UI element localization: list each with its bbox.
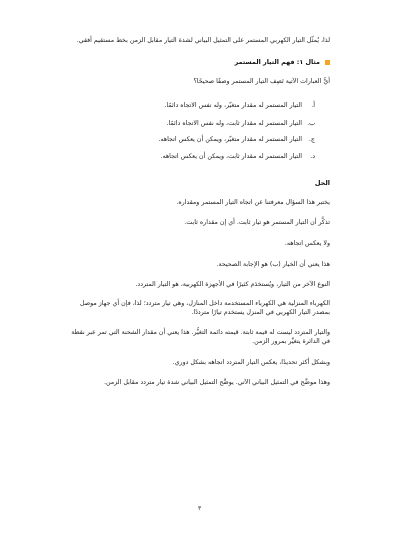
option-c — [158, 135, 315, 144]
example-title-row — [235, 57, 330, 67]
page-number: ٣ — [198, 505, 202, 512]
solution-paragraph: وبشكل أكثر تحديدًا، يعكس التيار المتردد اتجاهه بشكل دوري. — [172, 359, 330, 366]
solution-paragraph: الكهرباء المنزلية هي الكهرباء المستخدمة داخل المنازل، وهي تيار متردد؛ لذا، فإن أي جهاز موصل بمصدر التيار الكهربي في المنزل يستخدم تيارًا مترددًا. — [79, 300, 330, 316]
option-text: التيار المستمر له مقدار ثابت، وله نفس الاتجاه دائمًا. — [166, 120, 302, 127]
solution-paragraph: هذا يعني أن الخيار (ب) هو الإجابة الصحيحة. — [216, 261, 330, 268]
solution-paragraph: تذكَّر أن التيار المستمر هو تيار ثابت. أي إن مقداره ثابت. — [184, 219, 330, 226]
question-text: أيُّ العبارات الآتية تَصِف التيار المستمر وصفًا صحيحًا؟ — [193, 78, 330, 85]
solution-paragraph: وهذا موضَّح في التمثيل البياني الآتي. يوضِّح التمثيل البياني شدة تيار متردد مقابل الزمن. — [104, 379, 330, 386]
option-text: التيار المستمر له مقدار متغيّر، ويمكن أن يعكس اتجاهه. — [158, 136, 302, 143]
option-text: التيار المستمر له مقدار متغيّر، وله نفس الاتجاه دائمًا. — [164, 102, 302, 109]
solution-paragraph: والتيار المتردد ليست له قيمة ثابتة. قيمته دائمة التغيُّر. هذا يعني أن مقدار الشحنة التي تمر عبر نقطة في الدائرة يتغيَّر بمرور الزمن. — [71, 329, 330, 345]
solution-paragraph: ولا يعكس اتجاهه. — [284, 240, 330, 247]
option-letter: ب. — [307, 120, 315, 127]
bullet-square-icon — [325, 60, 330, 65]
intro-paragraph: لذا، يُمثّل التيار الكهربي المستمر على التمثيل البياني لشدة التيار مقابل الزمن بخط مستقيم أفقي. — [76, 37, 330, 44]
example-title: مثال ١: فهم التيار المستمر — [234, 58, 320, 66]
option-text: التيار المستمر له مقدار ثابت، ويمكن أن يعكس اتجاهه. — [160, 153, 302, 160]
option-b — [166, 119, 315, 128]
option-letter: أ. — [311, 102, 315, 109]
option-d — [160, 152, 315, 161]
option-letter: د. — [310, 153, 315, 160]
solution-heading: الحل — [314, 179, 330, 187]
solution-paragraph: يختبر هذا السؤال معرفتنا عن اتجاه التيار المستمر ومقداره. — [176, 199, 330, 206]
solution-paragraph: النوع الآخر من التيار، ويُستخدَم كثيرًا في الأجهزة الكهربية، هو التيار المتردد. — [135, 281, 330, 288]
option-a — [164, 101, 315, 110]
option-letter: ج. — [308, 136, 315, 143]
